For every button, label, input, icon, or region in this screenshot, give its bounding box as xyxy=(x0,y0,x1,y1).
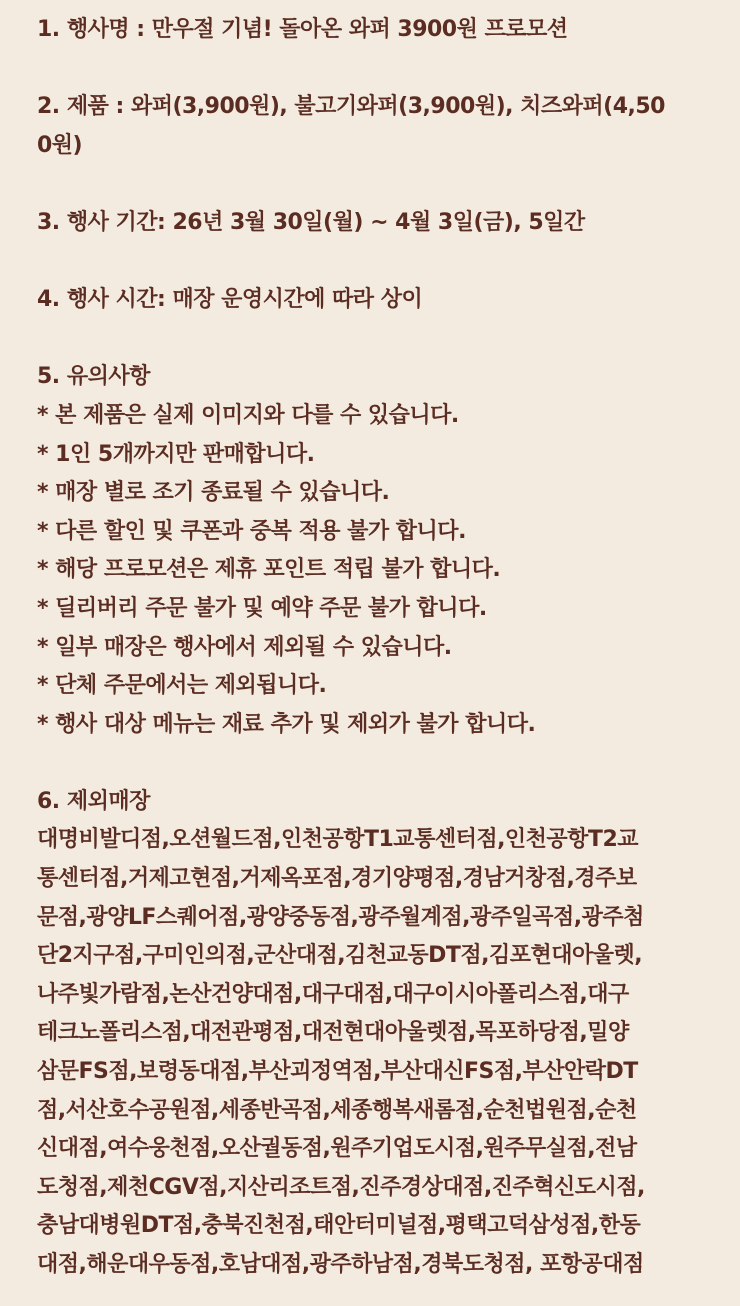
excluded-stores-line: 통센터점,거제고현점,거제옥포점,경기양평점,경남거창점,경주보 xyxy=(37,866,637,892)
excluded-stores-line: 테크노폴리스점,대전관평점,대전현대아울렛점,목포하당점,밀양 xyxy=(37,1020,629,1046)
note-item: * 해당 프로모션은 제휴 포인트 적립 불가 합니다. xyxy=(37,557,501,583)
note-item: * 1인 5개까지만 판매합니다. xyxy=(37,441,315,467)
note-item: * 본 제품은 실제 이미지와 다를 수 있습니다. xyxy=(37,402,459,428)
note-item: * 일부 매장은 행사에서 제외될 수 있습니다. xyxy=(37,634,452,660)
note-item: * 다른 할인 및 쿠폰과 중복 적용 불가 합니다. xyxy=(37,518,466,544)
excluded-stores-line: 대점,해운대우동점,호남대점,광주하남점,경북도청점, 포항공대점 xyxy=(37,1252,644,1277)
excluded-stores-line: 문점,광양LF스퀘어점,광양중동점,광주월계점,광주일곡점,광주첨 xyxy=(37,904,644,930)
excluded-stores-title: 6. 제외매장 xyxy=(37,788,150,814)
excluded-stores-line: 단2지구점,구미인의점,군산대점,김천교동DT점,김포현대아울렛, xyxy=(37,943,643,969)
note-item: * 딜리버리 주문 불가 및 예약 주문 불가 합니다. xyxy=(37,595,487,621)
note-item: * 행사 대상 메뉴는 재료 추가 및 제외가 불가 합니다. xyxy=(37,711,536,737)
notes-title: 5. 유의사항 xyxy=(37,364,150,390)
products-line: 2. 제품 : 와퍼(3,900원), 불고기와퍼(3,900원), 치즈와퍼(4,50 xyxy=(37,94,665,120)
excluded-stores-line: 삼문FS점,보령동대점,부산괴정역점,부산대신FS점,부산안락DT xyxy=(37,1059,638,1085)
excluded-stores-line: 신대점,여수웅천점,오산궐동점,원주기업도시점,원주무실점,전남 xyxy=(37,1136,637,1162)
excluded-stores-line: 대명비발디점,오션월드점,인천공항T1교통센터점,인천공항T2교 xyxy=(37,827,639,853)
event-period: 3. 행사 기간: 26년 3월 30일(월) ~ 4월 3일(금), 5일간 xyxy=(37,209,585,235)
products-line: 0원) xyxy=(37,132,83,158)
excluded-stores-line: 도청점,제천CGV점,지산리조트점,진주경상대점,진주혁신도시점, xyxy=(37,1174,645,1200)
event-hours: 4. 행사 시간: 매장 운영시간에 따라 상이 xyxy=(37,287,423,313)
notes-list xyxy=(37,397,740,744)
note-item: * 단체 주문에서는 제외됩니다. xyxy=(37,673,327,699)
excluded-stores-line: 충남대병원DT점,충북진천점,태안터미널점,평택고덕삼성점,한동 xyxy=(37,1213,641,1239)
note-item: * 매장 별로 조기 종료될 수 있습니다. xyxy=(37,480,390,506)
event-name: 1. 행사명 : 만우절 기념! 돌아온 와퍼 3900원 프로모션 xyxy=(37,17,568,42)
excluded-stores-list xyxy=(37,821,740,1284)
excluded-stores-line: 점,서산호수공원점,세종반곡점,세종행복새롬점,순천법원점,순천 xyxy=(37,1097,637,1123)
excluded-stores-line: 나주빛가람점,논산건양대점,대구대점,대구이시아폴리스점,대구 xyxy=(37,981,629,1007)
